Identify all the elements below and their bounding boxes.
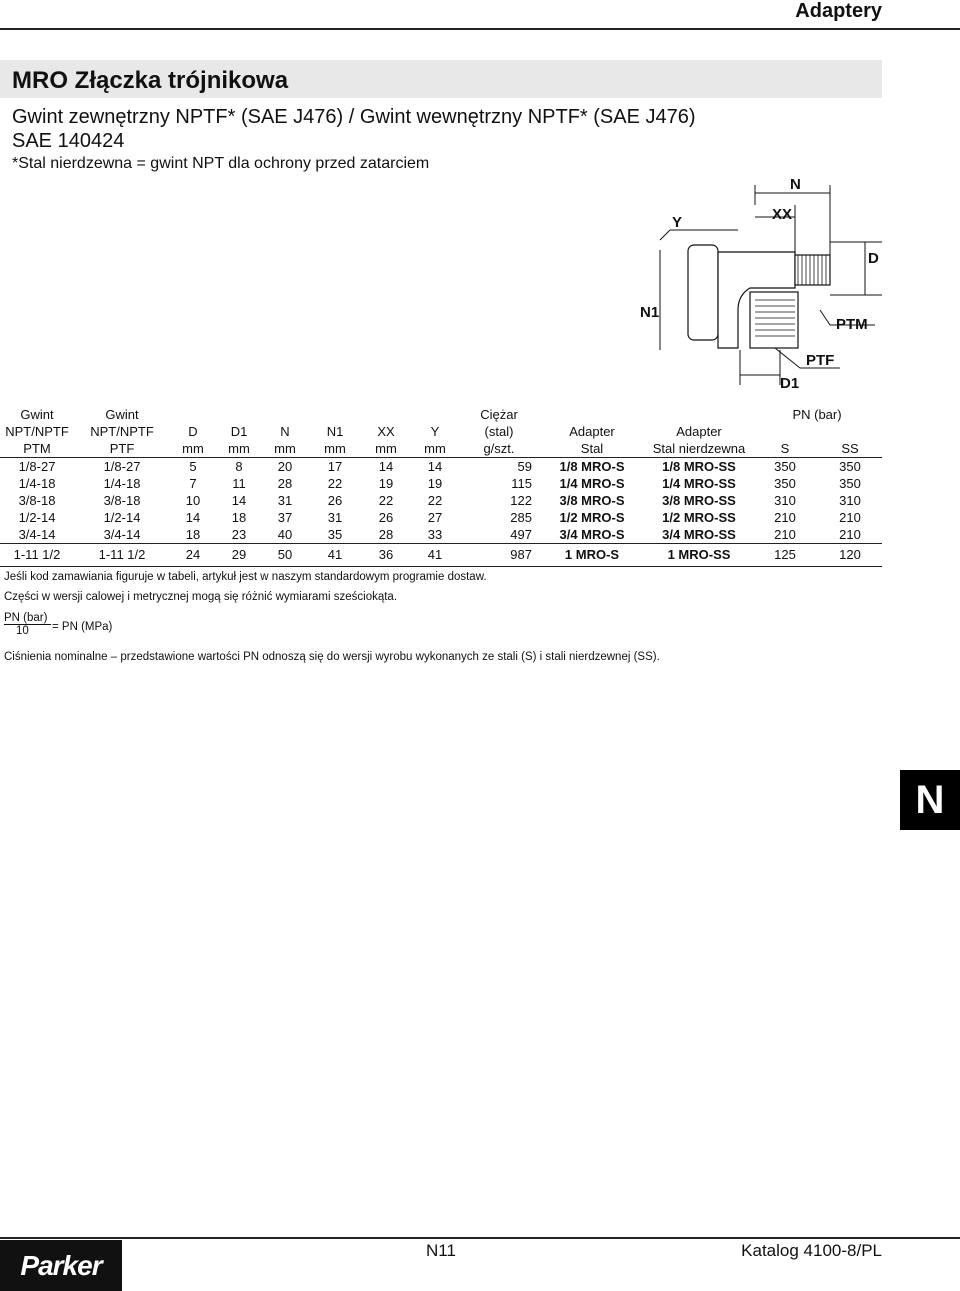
col-header: NPT/NPTF	[5, 424, 69, 439]
col-header-pn: PN (bar)	[792, 407, 842, 422]
table-cell: 36	[362, 544, 410, 567]
col-header: (stal)	[484, 424, 514, 439]
table-cell: 3/8-18	[18, 493, 56, 508]
table-cell: 3/4 MRO-SS	[646, 526, 752, 544]
fraction-denominator: 10	[16, 625, 29, 637]
table-cell: 125	[752, 544, 818, 567]
table-cell: 3/4-14	[0, 526, 74, 544]
col-header: mm	[410, 440, 460, 458]
table-cell: 11	[232, 476, 246, 491]
table-body	[0, 458, 882, 567]
table-cell: 285	[510, 510, 532, 525]
product-title: MRO Złączka trójnikowa	[12, 67, 289, 94]
table-cell: 122	[510, 493, 532, 508]
table-cell: 3/4-14	[74, 526, 170, 544]
table-cell: 1-11 1/2	[74, 544, 170, 567]
table-cell: 41	[410, 544, 460, 567]
table-cell: 14	[427, 459, 443, 474]
table-row	[0, 458, 882, 476]
table-cell: 1 MRO-S	[538, 544, 646, 567]
col-header: mm	[216, 440, 262, 458]
col-header: PTF	[74, 440, 170, 458]
table-cell: 1-11 1/2	[0, 544, 74, 567]
col-header: D	[188, 424, 198, 439]
table-cell: 310	[839, 493, 861, 508]
table-cell: 3/8-18	[103, 493, 141, 508]
table-cell: 22	[427, 493, 443, 508]
header-row-2	[0, 423, 882, 440]
table-row	[0, 526, 882, 544]
col-header: XX	[377, 424, 395, 439]
table-cell: 24	[170, 544, 216, 567]
table-cell: 19	[378, 476, 394, 491]
col-header: mm	[308, 440, 362, 458]
fraction-result: = PN (MPa)	[52, 621, 113, 633]
table-cell: 28	[277, 476, 293, 491]
table-cell: 22	[327, 476, 343, 491]
table-cell: 41	[308, 544, 362, 567]
table-cell: 8	[235, 459, 243, 474]
table-cell: 5	[189, 459, 197, 474]
table-cell: 1/8-27	[18, 459, 56, 474]
table-cell: 18	[170, 526, 216, 544]
table-cell: 26	[327, 493, 343, 508]
section-title: Adaptery	[795, 0, 882, 22]
table-cell: 1/4-18	[103, 476, 141, 491]
table-cell: 350	[774, 476, 796, 491]
table-cell: 1/8 MRO-S	[559, 459, 625, 474]
col-header: Adapter	[569, 424, 615, 439]
subtitle-note: *Stal nierdzewna = gwint NPT dla ochrony przed zatarciem	[12, 155, 430, 172]
table-cell: 350	[839, 459, 861, 474]
table-cell: 987	[460, 544, 538, 567]
table-row	[0, 509, 882, 526]
label-y: Y	[672, 214, 683, 231]
table-cell: 28	[362, 526, 410, 544]
table-cell: 115	[511, 476, 532, 491]
col-header: Stal	[538, 440, 646, 458]
col-header: D1	[230, 424, 248, 439]
table-cell: 350	[839, 476, 861, 491]
table-cell: 1/4 MRO-SS	[662, 476, 736, 491]
table-cell: 59	[517, 459, 532, 474]
fitting-drawing	[620, 170, 910, 400]
label-n1: N1	[640, 304, 660, 321]
col-header: Y	[430, 424, 440, 439]
label-xx: XX	[772, 206, 793, 223]
table-cell: 27	[427, 510, 443, 525]
table-cell: 310	[774, 493, 796, 508]
table-cell: 350	[774, 459, 796, 474]
header-row-1	[0, 406, 882, 423]
table-cell: 37	[277, 510, 293, 525]
table-cell: 210	[752, 526, 818, 544]
col-header: Adapter	[676, 424, 722, 439]
label-ptm: PTM	[836, 316, 868, 333]
header-rule	[0, 28, 960, 30]
col-header: Gwint	[20, 407, 54, 422]
table-cell: 3/8 MRO-SS	[662, 493, 736, 508]
table-cell: 19	[427, 476, 443, 491]
subtitle-standard: SAE 140424	[12, 130, 125, 152]
table-cell: 33	[410, 526, 460, 544]
table-cell: 3/4 MRO-S	[538, 526, 646, 544]
col-header: Ciężar	[480, 407, 518, 422]
col-header: N	[280, 424, 290, 439]
header-row-3	[0, 440, 882, 458]
table-cell: 7	[189, 476, 197, 491]
table-cell: 14	[185, 510, 201, 525]
table-cell: 3/8 MRO-S	[559, 493, 625, 508]
label-d: D	[868, 250, 879, 267]
table-cell: 18	[231, 510, 247, 525]
table-cell: 17	[327, 459, 343, 474]
note-order-code: Jeśli kod zamawiania figuruje w tabeli, artykuł jest w naszym standardowym programie dostaw.	[4, 571, 487, 583]
table-cell: 1/8-27	[103, 459, 141, 474]
table-cell: 22	[378, 493, 394, 508]
col-header: SS	[818, 440, 882, 458]
col-header: g/szt.	[460, 440, 538, 458]
table-cell: 120	[818, 544, 882, 567]
table-cell: 210	[774, 510, 796, 525]
subtitle-thread: Gwint zewnętrzny NPTF* (SAE J476) / Gwint wewnętrzny NPTF* (SAE J476)	[12, 106, 696, 128]
label-d1: D1	[780, 375, 800, 392]
table-cell: 14	[231, 493, 247, 508]
fitting-diagram	[620, 170, 910, 400]
table-cell: 29	[216, 544, 262, 567]
title-band	[0, 60, 882, 98]
table-cell: 31	[327, 510, 343, 525]
table-cell: 1/2-14	[103, 510, 141, 525]
col-header: Stal nierdzewna	[646, 440, 752, 458]
table-cell: 1 MRO-SS	[646, 544, 752, 567]
table-cell: 1/2-14	[18, 510, 56, 525]
page-number: N11	[426, 1241, 456, 1260]
col-header: PTM	[0, 440, 74, 458]
table-cell: 31	[277, 493, 293, 508]
col-header: S	[752, 440, 818, 458]
table-cell: 10	[185, 493, 201, 508]
catalog-number: Katalog 4100-8/PL	[741, 1241, 882, 1260]
table-cell: 1/2 MRO-S	[559, 510, 625, 525]
table-cell: 14	[378, 459, 394, 474]
table-cell: 20	[277, 459, 293, 474]
col-header: NPT/NPTF	[90, 424, 154, 439]
table-cell: 210	[818, 526, 882, 544]
table-cell: 1/2 MRO-SS	[662, 510, 736, 525]
table-cell: 26	[378, 510, 394, 525]
specification-table	[0, 406, 882, 567]
table-row	[0, 475, 882, 492]
table-cell: 35	[308, 526, 362, 544]
table-cell: 497	[460, 526, 538, 544]
table-cell: 23	[216, 526, 262, 544]
col-header: N1	[326, 424, 344, 439]
note-hex: Części w wersji calowej i metrycznej mogą się różnić wymiarami sześciokąta.	[4, 591, 398, 603]
col-header: mm	[362, 440, 410, 458]
table-cell: 1/8 MRO-SS	[662, 459, 736, 474]
section-tab: N	[900, 770, 960, 830]
parker-logo: Parker	[0, 1240, 122, 1291]
table-cell: 210	[839, 510, 861, 525]
col-header: mm	[170, 440, 216, 458]
footer-rule	[0, 1237, 960, 1239]
label-n: N	[790, 176, 801, 193]
pn-fraction	[4, 612, 51, 637]
fraction-numerator: PN (bar)	[4, 612, 51, 625]
label-ptf: PTF	[806, 352, 835, 369]
col-header: mm	[262, 440, 308, 458]
table-cell: 1/4-18	[18, 476, 56, 491]
table-cell: 40	[262, 526, 308, 544]
table-row	[0, 544, 882, 567]
table-cell: 50	[262, 544, 308, 567]
table-cell: 1/4 MRO-S	[559, 476, 625, 491]
col-header: Gwint	[105, 407, 139, 422]
table-row	[0, 492, 882, 509]
note-pressure: Ciśnienia nominalne – przedstawione wartości PN odnoszą się do wersji wyrobu wykonanych ze stali (S) i stali nierdzewnej (SS).	[4, 651, 660, 663]
